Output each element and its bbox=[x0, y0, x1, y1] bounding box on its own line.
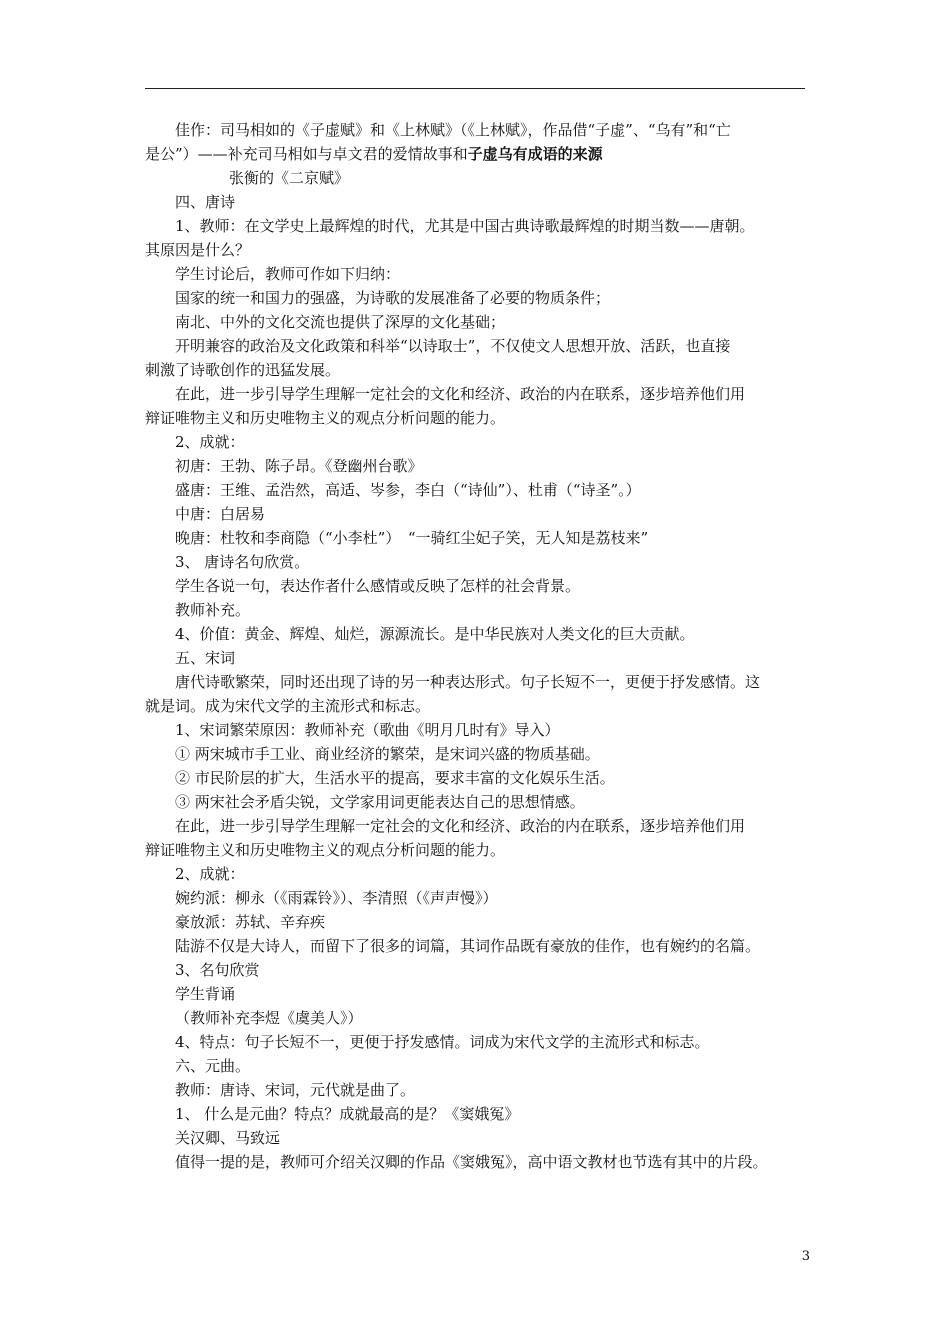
text-line-content: 豪放派：苏轼、辛弃疾 bbox=[175, 913, 326, 931]
text-line bbox=[145, 1102, 817, 1126]
text-line bbox=[145, 1126, 817, 1150]
text-line-content: 教师补充。 bbox=[175, 601, 251, 619]
text-line bbox=[145, 742, 817, 766]
text-line bbox=[145, 1054, 817, 1078]
text-line bbox=[145, 454, 817, 478]
text-line bbox=[145, 526, 817, 550]
text-line bbox=[145, 1150, 817, 1174]
text-line bbox=[145, 478, 817, 502]
text-line bbox=[145, 430, 817, 454]
text-line bbox=[145, 646, 817, 670]
text-line bbox=[145, 1030, 817, 1054]
text-line-content: 唐代诗歌繁荣，同时还出现了诗的另一种表达形式。句子长短不一，更便于抒发感情。这 bbox=[175, 673, 761, 691]
text-line-content: 中唐：白居易 bbox=[175, 505, 266, 523]
text-line-content: 开明兼容的政治及文化政策和科举“以诗取士”，不仅使文人思想开放、活跃，也直接 bbox=[175, 337, 731, 355]
text-line-content: 2、成就： bbox=[175, 433, 245, 451]
text-line bbox=[145, 1078, 817, 1102]
text-line-content: 辩证唯物主义和历史唯物主义的观点分析问题的能力。 bbox=[145, 409, 506, 427]
text-line-content: 1、教师：在文学史上最辉煌的时代，尤其是中国古典诗歌最辉煌的时期当数——唐朝。 bbox=[175, 217, 755, 235]
text-line-content: ② 市民阶层的扩大，生活水平的提高，要求丰富的文化娱乐生活。 bbox=[175, 769, 615, 787]
text-line-content: 五、宋词 bbox=[175, 649, 236, 667]
text-line-content: 辩证唯物主义和历史唯物主义的观点分析问题的能力。 bbox=[145, 841, 506, 859]
text-line-content: 张衡的《二京赋》 bbox=[229, 169, 350, 187]
text-line bbox=[145, 502, 817, 526]
text-line bbox=[145, 334, 817, 358]
text-line bbox=[145, 982, 817, 1006]
text-line-content: 刺激了诗歌创作的迅猛发展。 bbox=[145, 361, 341, 379]
text-line bbox=[145, 718, 817, 742]
text-line bbox=[145, 190, 817, 214]
text-line bbox=[145, 166, 817, 190]
text-line-content: 1、 什么是元曲？特点？成就最高的是？《窦娥冤》 bbox=[175, 1105, 520, 1123]
text-line-content: 四、唐诗 bbox=[175, 193, 236, 211]
text-line bbox=[145, 838, 817, 862]
text-line bbox=[145, 910, 817, 934]
text-line-content: 佳作：司马相如的《子虚赋》和《上林赋》（《上林赋》，作品借“子虚”、“乌有”和“亡 bbox=[175, 121, 731, 139]
text-line bbox=[145, 574, 817, 598]
text-line bbox=[145, 670, 817, 694]
document-body bbox=[145, 118, 817, 1174]
text-line bbox=[145, 862, 817, 886]
text-line bbox=[145, 886, 817, 910]
text-line bbox=[145, 814, 817, 838]
text-line-content: 教师：唐诗、宋词，元代就是曲了。 bbox=[175, 1081, 416, 1099]
text-line-content: 在此，进一步引导学生理解一定社会的文化和经济、政治的内在联系，逐步培养他们用 bbox=[175, 817, 746, 835]
text-line-content: 4、价值：黄金、辉煌、灿烂，源源流长。是中华民族对人类文化的巨大贡献。 bbox=[175, 625, 695, 643]
text-line-content: ① 两宋城市手工业、商业经济的繁荣，是宋词兴盛的物质基础。 bbox=[175, 745, 600, 763]
text-line bbox=[145, 550, 817, 574]
text-line-content: 在此，进一步引导学生理解一定社会的文化和经济、政治的内在联系，逐步培养他们用 bbox=[175, 385, 746, 403]
text-line-content: 值得一提的是，教师可介绍关汉卿的作品《窦娥冤》，高中语文教材也节选有其中的片段。 bbox=[175, 1153, 768, 1171]
text-line-content: 2、成就： bbox=[175, 865, 245, 883]
text-line-content: 初唐：王勃、陈子昂。《登幽州台歌》 bbox=[175, 457, 423, 475]
text-line bbox=[145, 766, 817, 790]
text-line-content: 晚唐：杜牧和李商隐（“小李杜”） “一骑红尘妃子笑，无人知是荔枝来” bbox=[175, 529, 649, 547]
text-line bbox=[145, 958, 817, 982]
text-line-content: 4、特点：句子长短不一，更便于抒发感情。词成为宋代文学的主流形式和标志。 bbox=[175, 1033, 710, 1051]
text-line bbox=[145, 694, 817, 718]
text-line bbox=[145, 382, 817, 406]
text-line-content: 1、宋词繁荣原因：教师补充（歌曲《明月几时有》导入） bbox=[175, 721, 560, 739]
text-line-content: 婉约派：柳永（《雨霖铃》）、李清照（《声声慢》） bbox=[175, 889, 498, 907]
text-line bbox=[145, 598, 817, 622]
text-line bbox=[145, 1006, 817, 1030]
header-rule bbox=[145, 88, 805, 89]
bold-emphasis: 子虚乌有成语的来源 bbox=[467, 145, 603, 163]
text-line-content: 学生背诵 bbox=[175, 985, 236, 1003]
text-line-content: 就是词。成为宋代文学的主流形式和标志。 bbox=[145, 697, 431, 715]
text-line bbox=[145, 238, 817, 262]
text-line bbox=[145, 406, 817, 430]
text-line bbox=[145, 790, 817, 814]
text-line bbox=[145, 118, 817, 142]
text-line-content: 学生各说一句，表达作者什么感情或反映了怎样的社会背景。 bbox=[175, 577, 581, 595]
text-line-content: 国家的统一和国力的强盛，为诗歌的发展准备了必要的物质条件； bbox=[175, 289, 611, 307]
text-line-content: 关汉卿、马致远 bbox=[175, 1129, 281, 1147]
text-line-content: 南北、中外的文化交流也提供了深厚的文化基础； bbox=[175, 313, 506, 331]
text-line-content: （教师补充李煜《虞美人》） bbox=[175, 1009, 363, 1027]
text-line-content: 盛唐：王维、孟浩然，高适、岑参，李白（“诗仙”）、杜甫（“诗圣”。） bbox=[175, 481, 641, 499]
text-line bbox=[145, 142, 817, 166]
text-line-content: ③ 两宋社会矛盾尖锐，文学家用词更能表达自己的思想情感。 bbox=[175, 793, 585, 811]
text-line-content: 陆游不仅是大诗人，而留下了很多的词篇，其词作品既有豪放的佳作，也有婉约的名篇。 bbox=[175, 937, 761, 955]
text-line bbox=[145, 358, 817, 382]
text-line-content: 3、名句欣赏 bbox=[175, 961, 260, 979]
page-number: 3 bbox=[801, 1249, 810, 1264]
text-line-content: 学生讨论后，教师可作如下归纳： bbox=[175, 265, 401, 283]
text-line bbox=[145, 262, 817, 286]
text-line bbox=[145, 214, 817, 238]
text-line bbox=[145, 286, 817, 310]
text-line bbox=[145, 934, 817, 958]
text-line-content: 是公”）——补充司马相如与卓文君的爱情故事和 bbox=[145, 145, 468, 163]
text-line-content: 六、元曲。 bbox=[175, 1057, 251, 1075]
text-line-content: 其原因是什么？ bbox=[145, 241, 251, 259]
text-line bbox=[145, 622, 817, 646]
text-line bbox=[145, 310, 817, 334]
text-line-content: 3、 唐诗名句欣赏。 bbox=[175, 553, 310, 571]
